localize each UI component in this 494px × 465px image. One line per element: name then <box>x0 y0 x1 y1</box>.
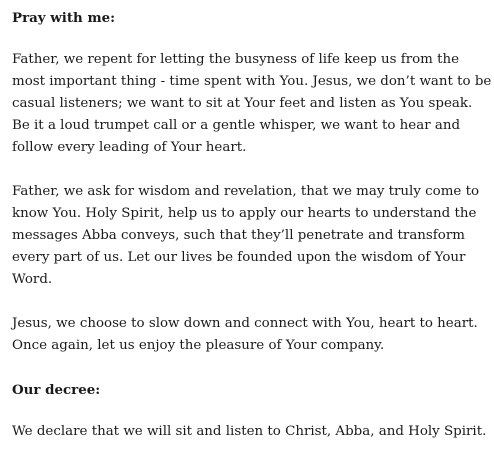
prayer-paragraph-1: Father, we repent for letting the busyness of life keep us from the most important thing - time spent with You. Jesus, we don’t want to be casual listeners; we want to sit at Your feet and listen as You speak. Be it a loud trumpet call or a gentle whisper, we want to hear and follow every leading of Your heart. <box>12 52 492 155</box>
prayer-paragraph-2: Father, we ask for wisdom and revelation, that we may truly come to know You. Holy Spirit, help us to apply our hearts to understand the messages Abba conveys, such that they’ll penetrate and transform every part of us. Let our lives be founded upon the wisdom of Your Word. <box>12 184 480 287</box>
decree-heading: Our decree: <box>12 382 101 398</box>
prayer-heading: Pray with me: <box>12 10 116 26</box>
devotional-text <box>12 7 492 443</box>
prayer-paragraph-3: Jesus, we choose to slow down and connect with You, heart to heart. Once again, let us enjoy the pleasure of Your company. <box>12 316 478 353</box>
decree-text: We declare that we will sit and listen to Christ, Abba, and Holy Spirit. <box>12 424 487 439</box>
